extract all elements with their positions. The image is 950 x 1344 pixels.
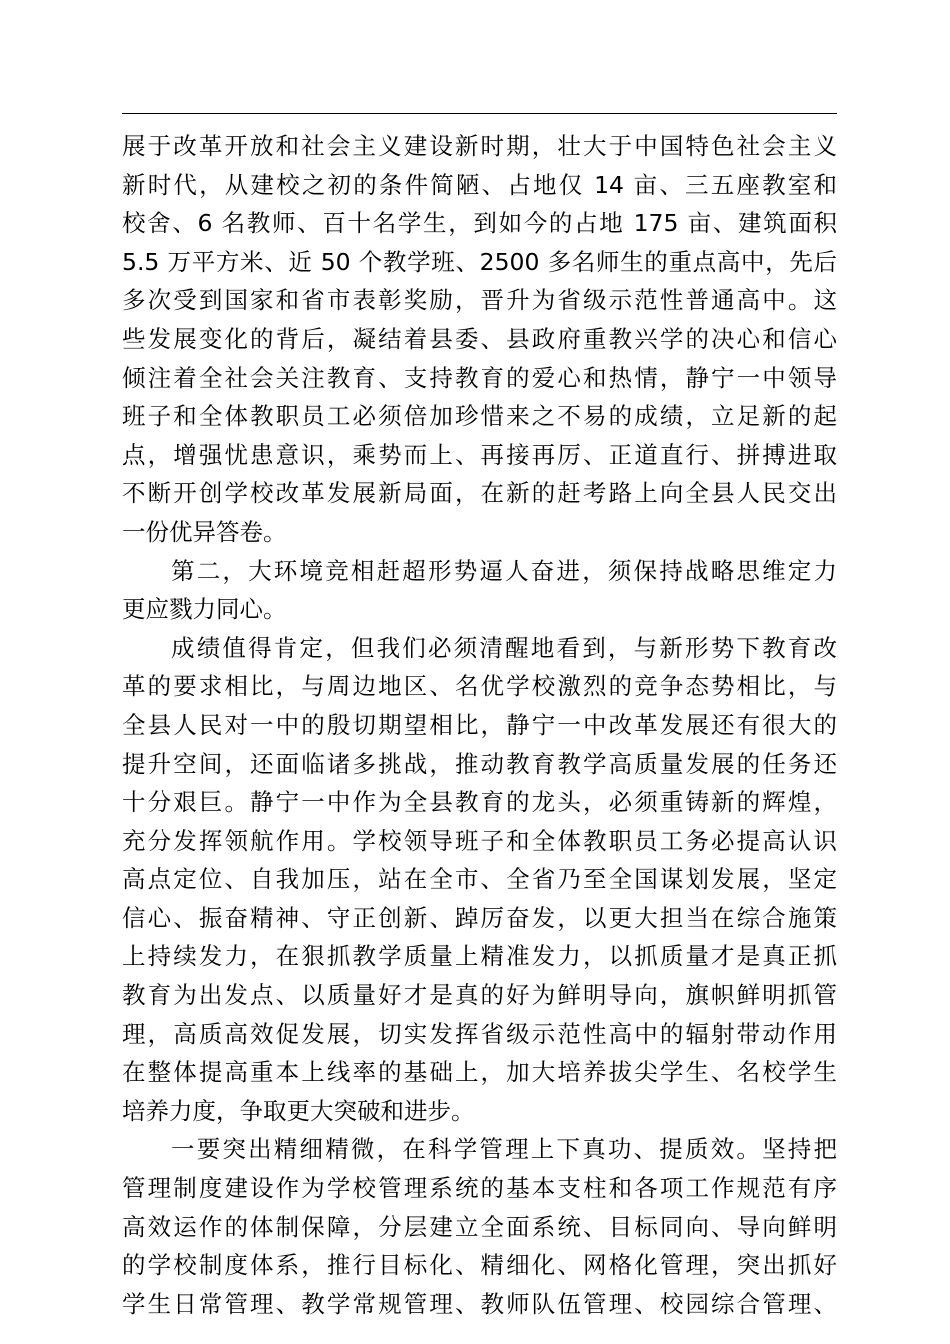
paragraph-4 [122,1130,837,1323]
text-line: 全县人民对一中的殷切期望相比，静宁一中改革发展还有很大的 [122,710,837,739]
body-text [122,127,837,1323]
text-line: 点，增强忧患意识，乘势而上、再接再厉、正道直行、拼搏进取 [122,440,837,469]
text-line: 上持续发力，在狠抓教学质量上精准发力，以抓质量才是真正抓 [122,942,837,971]
paragraph-2 [122,552,837,629]
text-line: 5.5 万平方米、近 50 个教学班、2500 多名师生的重点高中，先后 [122,247,837,276]
text-line: 管理制度建设作为学校管理系统的基本支柱和各项工作规范有序 [122,1174,837,1203]
text-line: 新时代，从建校之初的条件简陋、占地仅 14 亩、三五座教室和 [122,170,837,199]
text-line: 在整体提高重本上线率的基础上，加大培养拔尖学生、名校学生 [122,1058,837,1087]
text-line: 多次受到国家和省市表彰奖励，晋升为省级示范性普通高中。这 [122,286,837,315]
text-line: 革的要求相比，与周边地区、名优学校激烈的竞争态势相比，与 [122,672,837,701]
text-line: 学生日常管理、教学常规管理、教师队伍管理、校园综合管理、 [122,1289,837,1318]
text-line: 些发展变化的背后，凝结着县委、县政府重教兴学的决心和信心 [122,324,837,353]
text-line: 一要突出精细精微，在科学管理上下真功、提质效。坚持把 [171,1135,837,1164]
text-line: 的学校制度体系，推行目标化、精细化、网格化管理，突出抓好 [122,1251,837,1280]
text-line: 信心、振奋精神、守正创新、踔厉奋发，以更大担当在综合施策 [122,903,837,932]
text-line: 倾注着全社会关注教育、支持教育的爱心和热情，静宁一中领导 [122,363,837,392]
text-line: 提升空间，还面临诸多挑战，推动教育教学高质量发展的任务还 [122,749,837,778]
paragraph-1 [122,127,837,552]
text-line: 一份优异答卷。 [122,517,287,546]
text-line: 充分发挥领航作用。学校领导班子和全体教职员工务必提高认识 [122,826,837,855]
text-line: 高点定位、自我加压，站在全市、全省乃至全国谋划发展，坚定 [122,865,837,894]
paragraph-3 [122,629,837,1131]
text-line: 培养力度，争取更大突破和进步。 [122,1096,475,1125]
header-rule [122,113,837,114]
text-line: 教育为出发点、以质量好才是真的好为鲜明导向，旗帜鲜明抓管 [122,981,837,1010]
text-line: 第二，大环境竞相赶超形势逼人奋进，须保持战略思维定力 [171,556,837,585]
text-line: 更应戮力同心。 [122,595,287,624]
text-line: 校舍、6 名教师、百十名学生，到如今的占地 175 亩、建筑面积 [122,209,837,238]
text-line: 十分艰巨。静宁一中作为全县教育的龙头，必须重铸新的辉煌， [122,788,837,817]
text-line: 不断开创学校改革发展新局面，在新的赶考路上向全县人民交出 [122,479,837,508]
text-line: 高效运作的体制保障，分层建立全面系统、目标同向、导向鲜明 [122,1212,837,1241]
text-line: 班子和全体教职员工必须倍加珍惜来之不易的成绩，立足新的起 [122,402,837,431]
text-line: 成绩值得肯定，但我们必须清醒地看到，与新形势下教育改 [171,633,837,662]
text-line: 理，高质高效促发展，切实发挥省级示范性高中的辐射带动作用 [122,1019,837,1048]
text-line: 展于改革开放和社会主义建设新时期，壮大于中国特色社会主义 [122,132,837,160]
